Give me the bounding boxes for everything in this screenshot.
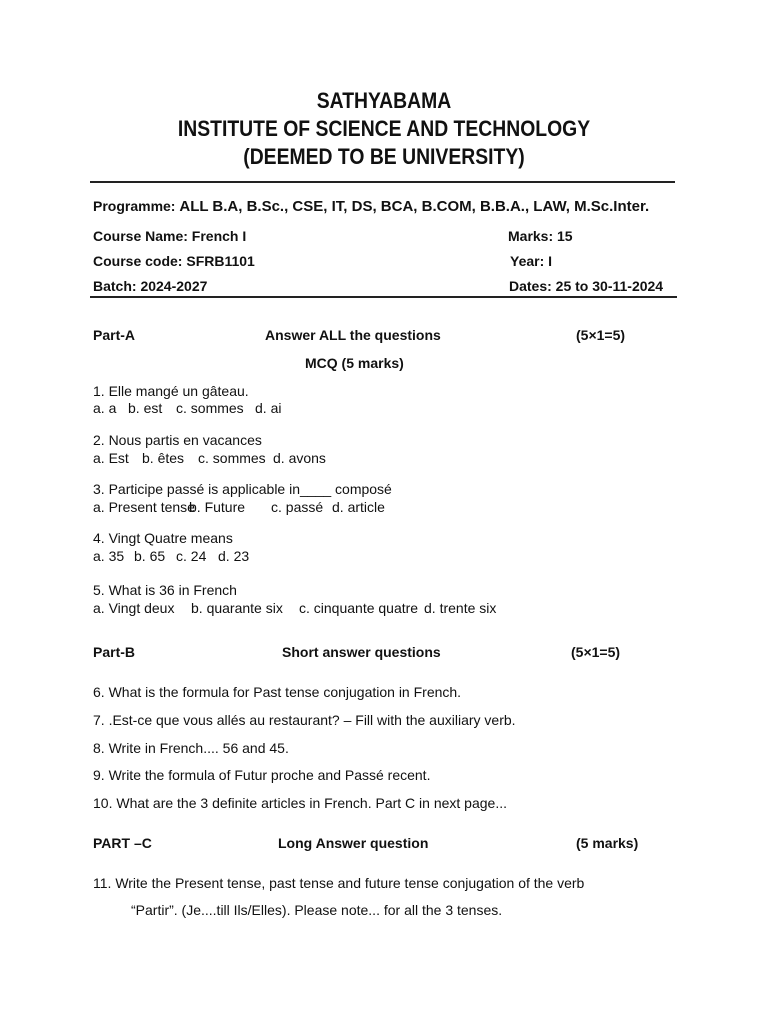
option: a. Present tense xyxy=(93,499,195,515)
options xyxy=(93,450,326,466)
part-c-instruction: Long Answer question xyxy=(278,835,429,851)
marks: Marks: 15 xyxy=(508,228,573,244)
option: a. a xyxy=(93,400,117,416)
part-b-label: Part-B xyxy=(93,644,136,660)
part-b-instruction: Short answer questions xyxy=(282,644,441,660)
option: d. avons xyxy=(273,450,326,466)
question: 2. Nous partis en vacances xyxy=(93,432,262,448)
option: b. Future xyxy=(189,499,246,515)
question-continuation: “Partir”. (Je....till Ils/Elles). Please note... for all the 3 tenses. xyxy=(131,902,503,918)
options xyxy=(93,499,385,515)
programme-label: Programme: xyxy=(93,198,176,214)
option: b. est xyxy=(128,400,163,416)
course-name: Course Name: French I xyxy=(93,228,247,244)
options xyxy=(93,400,281,416)
part-a-label: Part-A xyxy=(93,327,136,343)
institution-subtitle: INSTITUTE OF SCIENCE AND TECHNOLOGY xyxy=(177,116,591,141)
question: 5. What is 36 in French xyxy=(93,582,237,598)
part-a-instruction: Answer ALL the questions xyxy=(265,327,441,343)
year: Year: I xyxy=(510,253,553,269)
info-divider xyxy=(90,296,677,298)
question: 7. .Est-ce que vous allés au restaurant? – Fill with the auxiliary verb. xyxy=(93,712,516,728)
options xyxy=(93,600,496,616)
question: 4. Vingt Quatre means xyxy=(93,530,233,546)
institution-name: SATHYABAMA xyxy=(316,88,452,113)
question: 11. Write the Present tense, past tense and future tense conjugation of the verb xyxy=(93,875,585,891)
question: 6. What is the formula for Past tense conjugation in French. xyxy=(93,684,462,700)
option: c. sommes xyxy=(176,400,244,416)
option: b. quarante six xyxy=(191,600,283,616)
option: c. cinquante quatre xyxy=(299,600,419,616)
question: 9. Write the formula of Futur proche and Passé recent. xyxy=(93,767,431,783)
option: c. passé xyxy=(271,499,324,515)
option: b. êtes xyxy=(142,450,185,466)
part-c-marks: (5 marks) xyxy=(576,835,639,851)
part-c-label: PART –C xyxy=(93,835,152,851)
option: a. 35 xyxy=(93,548,125,564)
programme-value: ALL B.A, B.Sc., CSE, IT, DS, BCA, B.COM, B.B.A., LAW, M.Sc.Inter. xyxy=(179,198,650,215)
option: a. Est xyxy=(93,450,129,466)
batch: Batch: 2024-2027 xyxy=(93,278,208,294)
option: c. 24 xyxy=(176,548,207,564)
options xyxy=(93,548,249,564)
question: 10. What are the 3 definite articles in French. Part C in next page... xyxy=(93,795,507,811)
header-divider xyxy=(90,181,675,183)
university-status: (DEEMED TO BE UNIVERSITY) xyxy=(243,144,525,169)
question: 1. Elle mangé un gâteau. xyxy=(93,383,249,399)
part-a-subtitle: MCQ (5 marks) xyxy=(305,355,404,371)
course-code: Course code: SFRB1101 xyxy=(93,253,255,269)
programme-line xyxy=(93,198,649,215)
option: d. article xyxy=(332,499,385,515)
option: a. Vingt deux xyxy=(93,600,175,616)
part-a-marks: (5×1=5) xyxy=(576,327,626,343)
question: 8. Write in French.... 56 and 45. xyxy=(93,740,289,756)
question: 3. Participe passé is applicable in____ composé xyxy=(93,481,392,497)
option: d. trente six xyxy=(424,600,497,616)
part-b-marks: (5×1=5) xyxy=(571,644,621,660)
dates: Dates: 25 to 30-11-2024 xyxy=(509,278,664,294)
option: d. 23 xyxy=(218,548,250,564)
option: b. 65 xyxy=(134,548,166,564)
option: d. ai xyxy=(255,400,282,416)
option: c. sommes xyxy=(198,450,266,466)
